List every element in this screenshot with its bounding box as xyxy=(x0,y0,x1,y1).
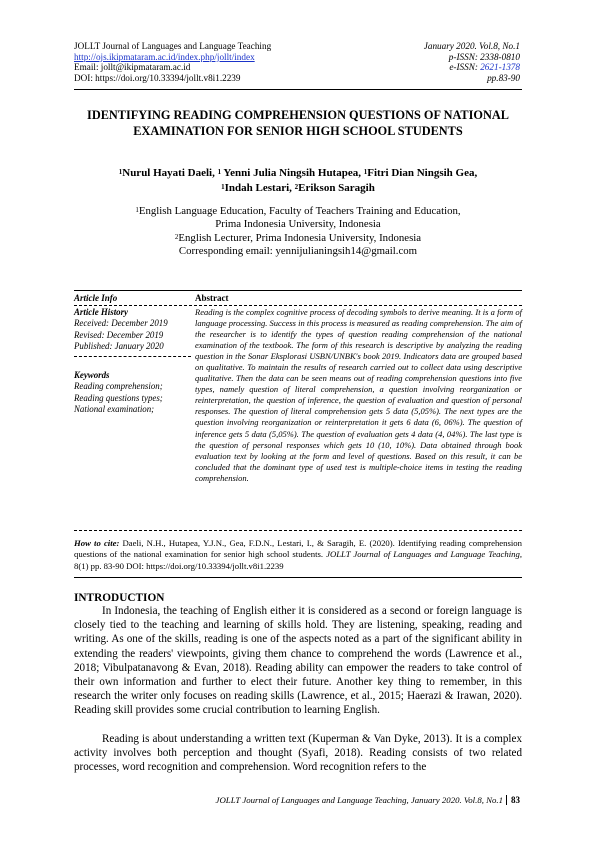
section-heading: INTRODUCTION xyxy=(74,592,165,604)
info-top-rule xyxy=(74,290,522,291)
affiliation-2: English Lecturer, Prima Indonesia University, Indonesia xyxy=(178,231,422,244)
author-2: Yenni Julia Ningsih Hutapea, xyxy=(221,167,361,179)
issue-date: January 2020. Vol.8, No.1 xyxy=(423,41,520,51)
article-history-label: Article History xyxy=(74,307,128,317)
cite-journal: JOLLT Journal of Languages and Language Teaching xyxy=(326,549,520,560)
affiliations: $^1$English Language Education, Faculty of Teachers Training and Education, Prima Indonesia University, Indonesia $^2$English Lecturer, Prima Indonesia University, Indonesia Corresponding email: yennijulianingsih14@gmail.com xyxy=(74,205,522,259)
article-history xyxy=(74,307,192,353)
paper-title: IDENTIFYING READING COMPREHENSION QUESTIONS OF NATIONAL EXAMINATION FOR SENIOR HIGH SCHOOL STUDENTS xyxy=(87,108,509,138)
revised-date: Revised: December 2019 xyxy=(74,329,164,340)
paragraph-2: Reading is about understanding a written text (Kuperman & Van Dyke, 2013). It is a complex activity involves both perception and thought (Syafi, 2018). Reading consists of two related processes, word recognition and comprehension. Word recognition refers to the xyxy=(74,733,522,774)
paragraph-1: In Indonesia, the teaching of English either it is considered as a second or foreign language is closely tied to the teaching and learning of skills hold. They are listening, speaking, reading and writing. As one of the skills, reading is one of the aspects noted as a part of the significant ability in extending the readers' viewpoints, giving them chance to comprehend the words (Lawrence et al., 2018; Vibulpatanavong & Evan, 2018). Reading ability can empower the readers to take control of their own information and further to elect their future. Another key thing to remember, in this research the writer only focuses on reading skills (Lawrence, et al., 2015; Haerazi & Irawan, 2020). Reading skill provides some crucial contribution to learning English. xyxy=(74,605,522,717)
cite-label: How to cite: xyxy=(74,538,120,548)
e-issn: e-ISSN: 2621-1378 xyxy=(449,62,520,73)
how-to-cite xyxy=(74,538,522,572)
author-3: Fitri Dian Ningsih Gea, xyxy=(367,167,478,179)
keyword-3: National examination; xyxy=(74,404,155,415)
author-5: Erikson Saragih xyxy=(298,181,375,194)
received-date: Received: December 2019 xyxy=(74,318,168,329)
history-separator xyxy=(74,356,191,357)
keyword-2: Reading questions types; xyxy=(74,392,163,403)
cite-text: Daeli, N.H., Hutapea, Y.J.N., Gea, F.D.N., Lestari, I., & Saragih, E. (2020). Identifying reading comprehension questions of the national examination for senior high school students. xyxy=(74,538,522,560)
abstract-heading: Abstract xyxy=(195,293,229,303)
keywords xyxy=(74,370,192,416)
journal-doi: DOI: https://doi.org/10.33394/jollt.v8i1.2239 xyxy=(74,72,241,83)
info-bottom-rule xyxy=(74,530,522,531)
author-1: Nurul Hayati Daeli, xyxy=(122,167,215,179)
journal-email: Email: jollt@ikipmataram.ac.id xyxy=(74,62,191,73)
cite-tail: , 8(1) pp. 83-90 DOI: https://doi.org/10.33394/jollt.v8i1.2239 xyxy=(74,549,522,571)
keyword-1: Reading comprehension; xyxy=(74,381,163,392)
page-range: pp.83-90 xyxy=(487,72,520,83)
affiliation-1-university: Prima Indonesia University, Indonesia xyxy=(215,218,381,231)
journal-name: JOLLT Journal of Languages and Language Teaching xyxy=(74,41,272,51)
footer-journal: JOLLT Journal of Languages and Language Teaching, January 2020. Vol.8, No.1 xyxy=(215,795,503,805)
article-info-heading: Article Info xyxy=(74,293,118,303)
page-number: 83 xyxy=(506,795,520,805)
corresponding-email: Corresponding email: yennijulianingsih14@gmail.com xyxy=(178,245,418,258)
running-header-right xyxy=(300,41,520,83)
cite-bottom-rule xyxy=(74,577,522,578)
header-rule xyxy=(74,89,522,90)
keywords-label: Keywords xyxy=(74,370,110,380)
journal-url-link[interactable]: http://ojs.ikipmataram.ac.id/index.php/jollt/index xyxy=(74,51,255,62)
affiliation-1: English Language Education, Faculty of Teachers Training and Education, xyxy=(138,205,461,217)
author-4: Indah Lestari, xyxy=(224,181,292,194)
abstract-text: Reading is the complex cognitive process of decoding symbols to derive meaning. It is a form of language processing. Success in this process is measured as reading comprehension. The aim of the researcher is to identify the types of question reading comprehension of the national examination of the textbook. The form of this research is descriptive by analyzing the reading question in the Sonar Eksplorasi USBN/UNBK's book 2019. Indicators data are grouped based on qualitative. To maintain the results of research carried out to collect data using descriptive qualitative. Then the data can be seen means out of reading comprehension questions into five types, namely question of literal comprehension, a question involving reorganization or reinterpretation, the question of inference, the question of evaluation and question of personal responses. The question of literal comprehension gets 5 data (5,05%). The next types are the question involving reorganization or reinterpretation it gets 6 data (6, 06%). The question of inference gets 5 data (5,05%). The question of evaluation gets 4 data (4, 04%). The last type is the question of personal responses which gets 10 (10, 10%). Data obtained through book evaluation text by looking at the form and level of questions. Based on this result, it can be concluded that the dominant type of used test is multiple-choice items in testing the reading comprehension. xyxy=(195,307,522,483)
author-list: $^1$Nurul Hayati Daeli, $^1$ Yenni Julia Ningsih Hutapea, $^1$Fitri Dian Ningsih Gea, $^1$Indah Lestari, $^2$Erikson Saragih xyxy=(118,167,478,194)
page-footer xyxy=(216,795,520,805)
p-issn: p-ISSN: 2338-0810 xyxy=(448,51,520,62)
info-header-rule xyxy=(74,305,522,306)
published-date: Published: January 2020 xyxy=(74,341,164,352)
